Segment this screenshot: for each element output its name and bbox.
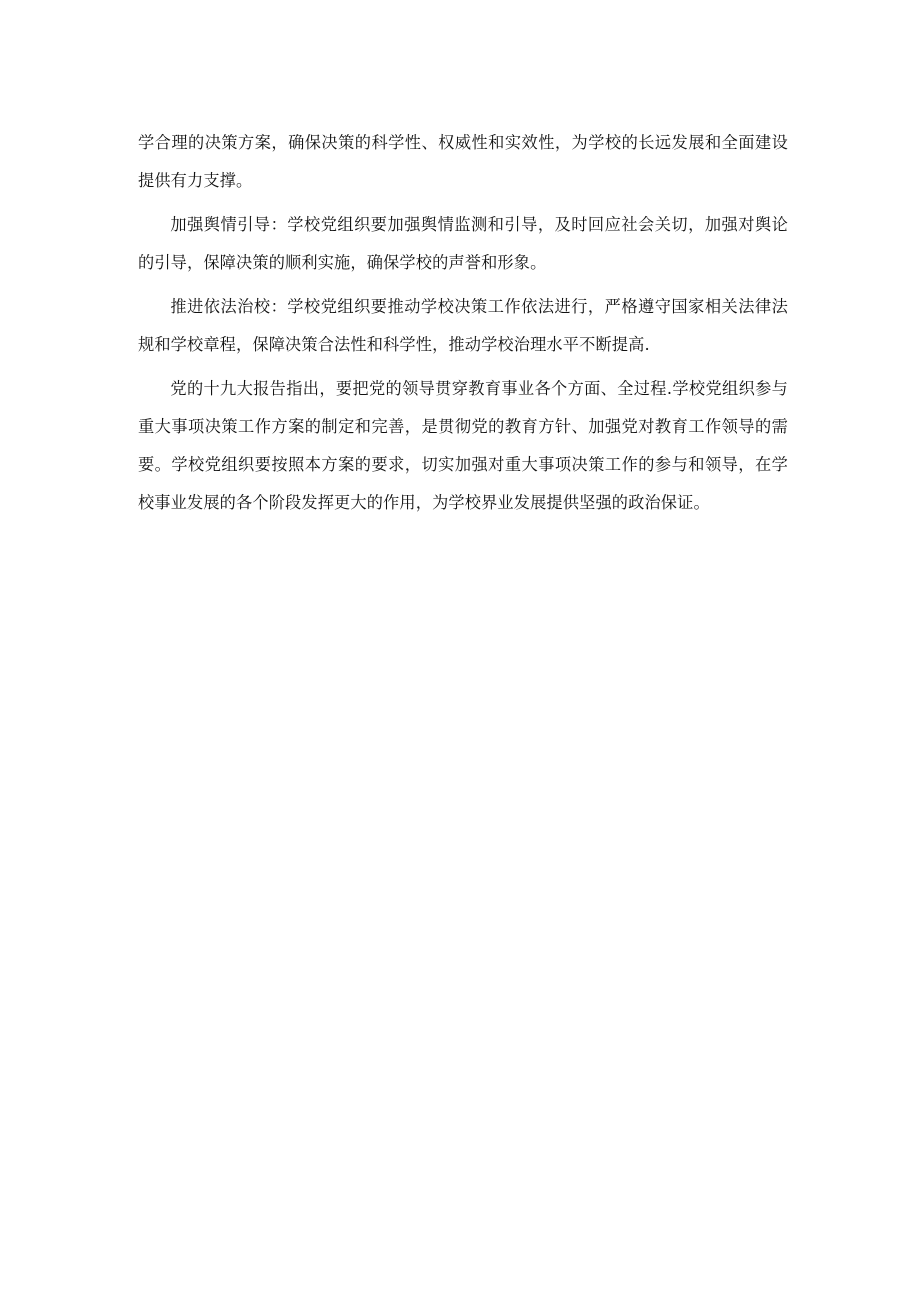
paragraph-continuation: 学合理的决策方案，确保决策的科学性、权威性和实效性，为学校的长远发展和全面建设提供有力支撑。 (138, 133, 788, 190)
paragraph-conclusion: 党的十九大报告指出，要把党的领导贯穿教育事业各个方面、全过程.学校党组织参与重大事项决策工作方案的制定和完善，是贯彻党的教育方针、加强党对教育工作领导的需要。学校党组织要按照本方案的要求，切实加强对重大事项决策工作的参与和领导，在学校事业发展的各个阶段发挥更大的作用，为学校界业发展提供坚强的政治保证。 (138, 379, 788, 512)
paragraph-rule-of-law: 推进依法治校：学校党组织要推动学校决策工作依法进行，严格遵守国家相关法律法规和学校章程，保障决策合法性和科学性，推动学校治理水平不断提高. (138, 297, 788, 354)
paragraph-public-opinion: 加强舆情引导：学校党组织要加强舆情监测和引导，及时回应社会关切，加强对舆论的引导，保障决策的顺利实施，确保学校的声誉和形象。 (138, 215, 788, 272)
document-body (138, 124, 788, 528)
